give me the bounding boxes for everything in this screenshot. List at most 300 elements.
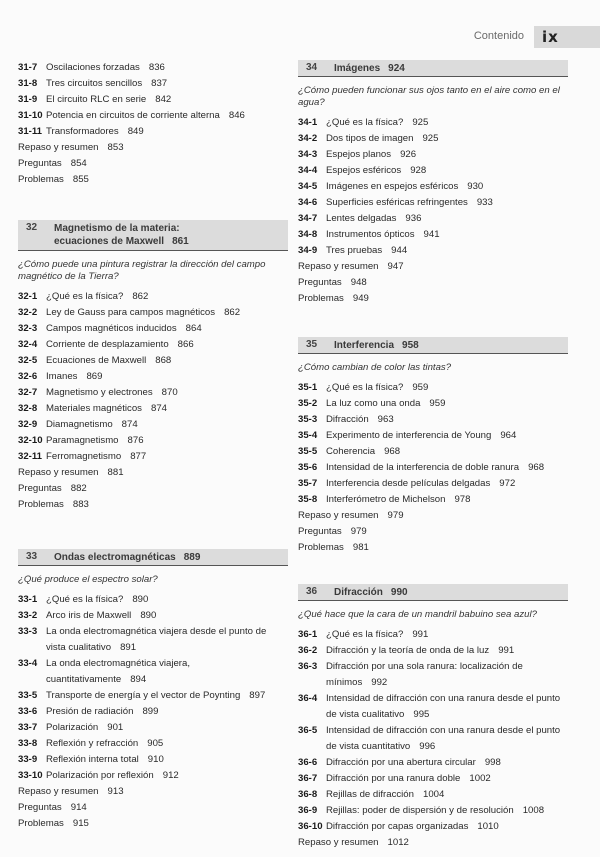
toc-entry[interactable] <box>18 60 288 76</box>
toc-entry[interactable] <box>298 195 568 211</box>
toc-entry[interactable] <box>298 771 568 787</box>
page-ref: 855 <box>72 174 89 185</box>
page-number: ix <box>542 28 559 46</box>
page-ref: 864 <box>185 323 202 334</box>
toc-entry[interactable] <box>298 476 568 492</box>
section-title <box>46 449 282 465</box>
page-ref: 881 <box>107 467 124 478</box>
page-ref: 996 <box>419 741 436 752</box>
toc-entry[interactable] <box>18 108 288 124</box>
section-number: 36-2 <box>298 645 318 656</box>
toc-entry[interactable] <box>298 460 568 476</box>
section-title <box>326 476 562 492</box>
page-ref: 979 <box>350 526 367 537</box>
page-ref: 925 <box>422 133 439 144</box>
chapter-title-text: Imágenes <box>334 63 381 74</box>
page-ref: 910 <box>147 754 164 765</box>
section-number: 36-4 <box>298 693 318 704</box>
section-title-text: Lentes delgadas <box>326 213 397 224</box>
section-title-text: Experimento de interferencia de Young <box>326 430 492 441</box>
chapter-number: 34 <box>306 62 318 73</box>
page-ref: 998 <box>484 757 501 768</box>
page-ref: 1004 <box>422 789 445 800</box>
section-title-text: Difracción por una abertura circular <box>326 757 476 768</box>
toc-entry[interactable] <box>18 656 288 688</box>
back-matter-label: Preguntas <box>18 802 62 813</box>
page-ref: 854 <box>70 158 87 169</box>
page-ref: 968 <box>384 446 401 457</box>
folio-box <box>534 26 600 48</box>
section-title <box>46 752 282 768</box>
page-ref: 925 <box>412 117 429 128</box>
section-title <box>326 380 562 396</box>
section-title <box>46 124 282 140</box>
section-title <box>326 691 562 723</box>
chapter-number: 33 <box>26 551 38 562</box>
chapter-question: ¿Cómo pueden funcionar sus ojos tanto en el aire como en el agua? <box>298 85 560 108</box>
section-number: 36-5 <box>298 725 318 736</box>
section-number: 36-9 <box>298 805 318 816</box>
section-title-text: Instrumentos ópticos <box>326 229 415 240</box>
section-title-text: Difracción por capas organizadas <box>326 821 469 832</box>
page-ref: 914 <box>70 802 87 813</box>
section-number: 33-1 <box>18 594 38 605</box>
chapter-question: ¿Qué produce el espectro solar? <box>18 574 158 585</box>
section-title <box>326 723 562 755</box>
section-title-text: Rejillas de difracción <box>326 789 414 800</box>
section-title <box>326 627 562 643</box>
back-matter-label: Problemas <box>18 499 64 510</box>
page-ref: 883 <box>72 499 89 510</box>
section-number: 32-6 <box>18 371 38 382</box>
toc-back-matter[interactable] <box>18 816 288 832</box>
toc-entry[interactable] <box>18 704 288 720</box>
page-ref: 897 <box>249 690 266 701</box>
toc-entry[interactable] <box>18 369 288 385</box>
toc-entry[interactable] <box>18 401 288 417</box>
page-ref: 869 <box>86 371 103 382</box>
toc-entry[interactable] <box>298 380 568 396</box>
toc-entry[interactable] <box>298 147 568 163</box>
section-number: 35-5 <box>298 446 318 457</box>
toc-back-matter[interactable] <box>298 540 568 556</box>
page-ref: 981 <box>352 542 369 553</box>
section-number: 34-9 <box>298 245 318 256</box>
section-title <box>46 401 282 417</box>
toc-back-matter[interactable] <box>298 259 568 275</box>
spacer <box>18 519 288 549</box>
toc-entry[interactable] <box>298 659 568 691</box>
toc-back-matter[interactable] <box>18 497 288 513</box>
section-number: 34-2 <box>298 133 318 144</box>
section-number: 36-7 <box>298 773 318 784</box>
section-title-text: Superficies esféricas refringentes <box>326 197 468 208</box>
section-title-text: Corriente de desplazamiento <box>46 339 169 350</box>
toc-entry[interactable] <box>298 211 568 227</box>
toc-back-matter[interactable] <box>298 275 568 291</box>
back-matter-label: Preguntas <box>18 158 62 169</box>
section-title <box>46 337 282 353</box>
toc-entry[interactable] <box>298 787 568 803</box>
chapter-title <box>334 62 405 75</box>
page-ref: 964 <box>500 430 517 441</box>
section-title <box>326 428 562 444</box>
chapter-title-line1: Magnetismo de la materia: <box>54 223 180 234</box>
page-ref: 912 <box>162 770 179 781</box>
page-ref: 874 <box>150 403 167 414</box>
section-title <box>326 195 562 211</box>
section-number: 35-7 <box>298 478 318 489</box>
page-ref: 868 <box>155 355 172 366</box>
page-ref: 995 <box>413 709 430 720</box>
section-title-text: ¿Qué es la física? <box>46 291 124 302</box>
chapter-title <box>54 551 200 564</box>
section-title-text: Rejillas: poder de dispersión y de resolución <box>326 805 514 816</box>
toc-entry[interactable] <box>298 428 568 444</box>
section-title <box>46 353 282 369</box>
chapter-heading <box>298 584 568 601</box>
page-ref: 941 <box>423 229 440 240</box>
section-number: 32-8 <box>18 403 38 414</box>
section-number: 34-4 <box>298 165 318 176</box>
toc-entry[interactable] <box>298 819 568 835</box>
page-ref: 846 <box>228 110 245 121</box>
toc-entry[interactable] <box>298 115 568 131</box>
toc-entry[interactable] <box>18 305 288 321</box>
page-ref: 866 <box>177 339 194 350</box>
section-title-text: La onda electromagnética viajera, cuantitativamente <box>46 658 190 685</box>
chapter-question: ¿Cómo puede una pintura registrar la dirección del campo magnético de la Tierra? <box>18 259 266 282</box>
section-title <box>46 305 282 321</box>
section-title-text: Difracción por una sola ranura: localización de mínimos <box>326 661 523 688</box>
page-ref: 1002 <box>469 773 491 784</box>
section-title <box>46 76 282 92</box>
section-title-text: Campos magnéticos inducidos <box>46 323 177 334</box>
section-number: 32-3 <box>18 323 38 334</box>
toc-entry[interactable] <box>18 720 288 736</box>
section-title-text: ¿Qué es la física? <box>326 382 404 393</box>
section-title <box>46 92 282 108</box>
section-title <box>46 417 282 433</box>
back-matter-label: Problemas <box>18 174 64 185</box>
toc-entry[interactable] <box>18 337 288 353</box>
back-matter-label: Problemas <box>298 542 344 553</box>
section-number: 32-4 <box>18 339 38 350</box>
toc-entry[interactable] <box>18 592 288 608</box>
section-number: 36-1 <box>298 629 318 640</box>
section-title-text: Interferencia desde películas delgadas <box>326 478 491 489</box>
section-number: 36-3 <box>298 661 318 672</box>
toc-entry[interactable] <box>298 227 568 243</box>
section-title-text: Difracción y la teoría de onda de la luz <box>326 645 490 656</box>
back-matter-label: Repaso y resumen <box>298 837 379 848</box>
toc-entry[interactable] <box>18 688 288 704</box>
section-title <box>326 444 562 460</box>
section-title <box>326 147 562 163</box>
back-matter-label: Preguntas <box>298 526 342 537</box>
section-title <box>326 211 562 227</box>
page-ref: 948 <box>350 277 367 288</box>
chapter-block <box>298 60 568 307</box>
section-title <box>326 163 562 179</box>
chapter-title-line2: ecuaciones de Maxwell <box>54 236 165 247</box>
section-number: 35-3 <box>298 414 318 425</box>
section-number: 33-8 <box>18 738 38 749</box>
section-title-text: Espejos esféricos <box>326 165 402 176</box>
section-title <box>326 243 562 259</box>
chapter-block <box>298 337 568 556</box>
page-ref: 959 <box>429 398 446 409</box>
section-title <box>326 115 562 131</box>
toc-entry[interactable] <box>18 608 288 624</box>
section-number: 32-5 <box>18 355 38 366</box>
spacer <box>18 188 288 220</box>
section-title <box>46 704 282 720</box>
section-title-text: ¿Qué es la física? <box>326 629 404 640</box>
section-title <box>46 736 282 752</box>
section-title <box>326 179 562 195</box>
section-title <box>326 755 562 771</box>
section-number: 33-5 <box>18 690 38 701</box>
page-ref: 972 <box>499 478 516 489</box>
toc-entry[interactable] <box>18 353 288 369</box>
page-ref: 1010 <box>477 821 499 832</box>
section-title-text: Polarización <box>46 722 99 733</box>
section-number: 33-4 <box>18 658 38 669</box>
section-title-text: Arco iris de Maxwell <box>46 610 132 621</box>
toc-entry[interactable] <box>298 492 568 508</box>
page-ref: 1012 <box>387 837 409 848</box>
section-number: 34-5 <box>298 181 318 192</box>
toc-back-matter[interactable] <box>18 140 288 156</box>
chapter-title <box>334 586 408 599</box>
section-title-text: Reflexión y refracción <box>46 738 139 749</box>
page-ref: 949 <box>352 293 369 304</box>
section-title-text: Ferromagnetismo <box>46 451 122 462</box>
section-title-text: Ley de Gauss para campos magnéticos <box>46 307 216 318</box>
toc-entry[interactable] <box>18 289 288 305</box>
toc-entry[interactable] <box>298 803 568 819</box>
toc-entry[interactable] <box>18 92 288 108</box>
chapter-heading <box>18 220 288 251</box>
section-number: 33-3 <box>18 626 38 637</box>
section-number: 34-7 <box>298 213 318 224</box>
toc-back-matter[interactable] <box>298 291 568 307</box>
section-title-text: Difracción por una ranura doble <box>326 773 461 784</box>
page-ref: 928 <box>410 165 427 176</box>
section-title <box>326 227 562 243</box>
section-title-text: Transporte de energía y el vector de Poynting <box>46 690 241 701</box>
toc-entry[interactable] <box>18 124 288 140</box>
section-title <box>46 608 282 624</box>
page-ref: 979 <box>387 510 404 521</box>
toc-entry[interactable] <box>298 444 568 460</box>
section-title <box>46 768 282 784</box>
section-title-text: Intensidad de la interferencia de doble ranura <box>326 462 520 473</box>
section-number: 34-8 <box>298 229 318 240</box>
chapter-title-text: Difracción <box>334 587 383 598</box>
page-ref: 842 <box>155 94 172 105</box>
section-title-text: ¿Qué es la física? <box>46 594 124 605</box>
page-ref: 890 <box>132 594 149 605</box>
toc-back-matter[interactable] <box>18 800 288 816</box>
section-number: 33-9 <box>18 754 38 765</box>
section-title-text: Reflexión interna total <box>46 754 139 765</box>
section-title-text: Espejos planos <box>326 149 392 160</box>
toc-entry[interactable] <box>298 755 568 771</box>
back-matter-label: Repaso y resumen <box>18 142 99 153</box>
toc-back-matter[interactable] <box>18 156 288 172</box>
page-ref: 978 <box>454 494 471 505</box>
section-title <box>46 321 282 337</box>
section-title <box>46 624 282 656</box>
section-title <box>326 492 562 508</box>
toc-entry[interactable] <box>298 643 568 659</box>
page-ref: 926 <box>400 149 417 160</box>
section-title-text: Ecuaciones de Maxwell <box>46 355 147 366</box>
toc-back-matter[interactable] <box>18 465 288 481</box>
page-ref: 905 <box>147 738 164 749</box>
page-ref: 991 <box>498 645 515 656</box>
toc-entry[interactable] <box>298 691 568 723</box>
page-ref: 901 <box>107 722 124 733</box>
page-header <box>0 26 600 48</box>
back-matter-label: Repaso y resumen <box>298 510 379 521</box>
page-ref: 992 <box>371 677 388 688</box>
toc-entry[interactable] <box>18 76 288 92</box>
section-title-text: Tres pruebas <box>326 245 383 256</box>
section-number: 33-2 <box>18 610 38 621</box>
section-title-text: Intensidad de difracción con una ranura desde el punto de vista cuantitativo <box>326 725 561 752</box>
page-ref: 891 <box>120 642 137 653</box>
section-number: 35-8 <box>298 494 318 505</box>
section-title <box>326 803 562 819</box>
page-ref: 963 <box>377 414 394 425</box>
toc-back-matter[interactable] <box>18 172 288 188</box>
chapter-page: 990 <box>390 587 408 598</box>
toc-entry[interactable] <box>298 243 568 259</box>
section-title <box>46 592 282 608</box>
section-title-text: Materiales magnéticos <box>46 403 142 414</box>
back-matter-label: Repaso y resumen <box>18 467 99 478</box>
page-ref: 899 <box>142 706 159 717</box>
section-title-text: Difracción <box>326 414 369 425</box>
page-ref: 890 <box>140 610 157 621</box>
page-ref: 853 <box>107 142 124 153</box>
section-title <box>46 433 282 449</box>
back-matter-label: Preguntas <box>298 277 342 288</box>
chapter-title <box>54 222 189 248</box>
section-number: 32-11 <box>18 451 43 462</box>
spacer <box>298 562 568 584</box>
section-title <box>46 656 282 688</box>
toc-entry[interactable] <box>298 163 568 179</box>
page-ref: 836 <box>148 62 165 73</box>
toc-back-matter[interactable] <box>18 784 288 800</box>
section-number: 32-9 <box>18 419 38 430</box>
chapter-title <box>334 339 419 352</box>
back-matter-label: Preguntas <box>18 483 62 494</box>
toc-entry[interactable] <box>18 433 288 449</box>
page-ref: 862 <box>132 291 149 302</box>
section-title <box>46 720 282 736</box>
toc-entry[interactable] <box>18 752 288 768</box>
toc-entry[interactable] <box>298 412 568 428</box>
page-ref: 947 <box>387 261 404 272</box>
chapter-page: 861 <box>172 236 189 247</box>
toc-entry[interactable] <box>18 624 288 656</box>
section-title <box>326 131 562 147</box>
section-title-text: El circuito RLC en serie <box>46 94 147 105</box>
chapter-page: 889 <box>183 552 201 563</box>
toc-entry[interactable] <box>298 723 568 755</box>
toc-entry[interactable] <box>298 627 568 643</box>
section-number: 35-2 <box>298 398 318 409</box>
toc-entry[interactable] <box>18 768 288 784</box>
section-number: 31-10 <box>18 110 43 121</box>
section-title <box>326 460 562 476</box>
back-matter-label: Problemas <box>298 293 344 304</box>
section-title <box>46 289 282 305</box>
toc-back-matter[interactable] <box>18 481 288 497</box>
section-title-text: ¿Qué es la física? <box>326 117 404 128</box>
section-title-text: Polarización por reflexión <box>46 770 154 781</box>
section-number: 32-2 <box>18 307 38 318</box>
page-ref: 968 <box>528 462 545 473</box>
page-ref: 913 <box>107 786 124 797</box>
chapter-question: ¿Cómo cambian de color las tintas? <box>298 362 452 373</box>
chapter-title-text: Ondas electromagnéticas <box>54 552 176 563</box>
section-title-text: Imanes <box>46 371 78 382</box>
toc-entry[interactable] <box>298 131 568 147</box>
section-number: 36-10 <box>298 821 323 832</box>
toc-back-matter[interactable] <box>298 508 568 524</box>
toc-entry[interactable] <box>18 321 288 337</box>
page-ref: 862 <box>224 307 241 318</box>
section-title <box>326 643 562 659</box>
toc-entry[interactable] <box>18 736 288 752</box>
page-ref: 882 <box>70 483 87 494</box>
section-title-text: Coherencia <box>326 446 376 457</box>
chapter-page: 924 <box>388 63 405 74</box>
toc-entry[interactable] <box>298 179 568 195</box>
toc-entry[interactable] <box>18 417 288 433</box>
section-title-text: Potencia en circuitos de corriente alterna <box>46 110 220 121</box>
section-title-text: Imágenes en espejos esféricos <box>326 181 459 192</box>
section-number: 35-1 <box>298 382 318 393</box>
section-title-text: La onda electromagnética viajera desde el punto de vista cualitativo <box>46 626 267 653</box>
back-matter-label: Problemas <box>18 818 64 829</box>
toc-entry[interactable] <box>298 396 568 412</box>
toc-entry[interactable] <box>18 385 288 401</box>
section-title <box>326 412 562 428</box>
section-title <box>326 819 562 835</box>
section-title-text: Dos tipos de imagen <box>326 133 414 144</box>
page-ref: 944 <box>391 245 408 256</box>
chapter-question: ¿Qué hace que la cara de un mandril babuino sea azul? <box>298 609 537 620</box>
section-title-text: La luz como una onda <box>326 398 421 409</box>
page-ref: 915 <box>72 818 89 829</box>
section-title-text: Diamagnetismo <box>46 419 113 430</box>
chapter-block <box>298 584 568 851</box>
running-head: Contenido <box>473 30 524 42</box>
toc-entry[interactable] <box>18 449 288 465</box>
section-number: 35-6 <box>298 462 318 473</box>
back-matter-label: Repaso y resumen <box>18 786 99 797</box>
toc-back-matter[interactable] <box>298 524 568 540</box>
right-column <box>298 60 568 857</box>
page-ref: 933 <box>476 197 493 208</box>
